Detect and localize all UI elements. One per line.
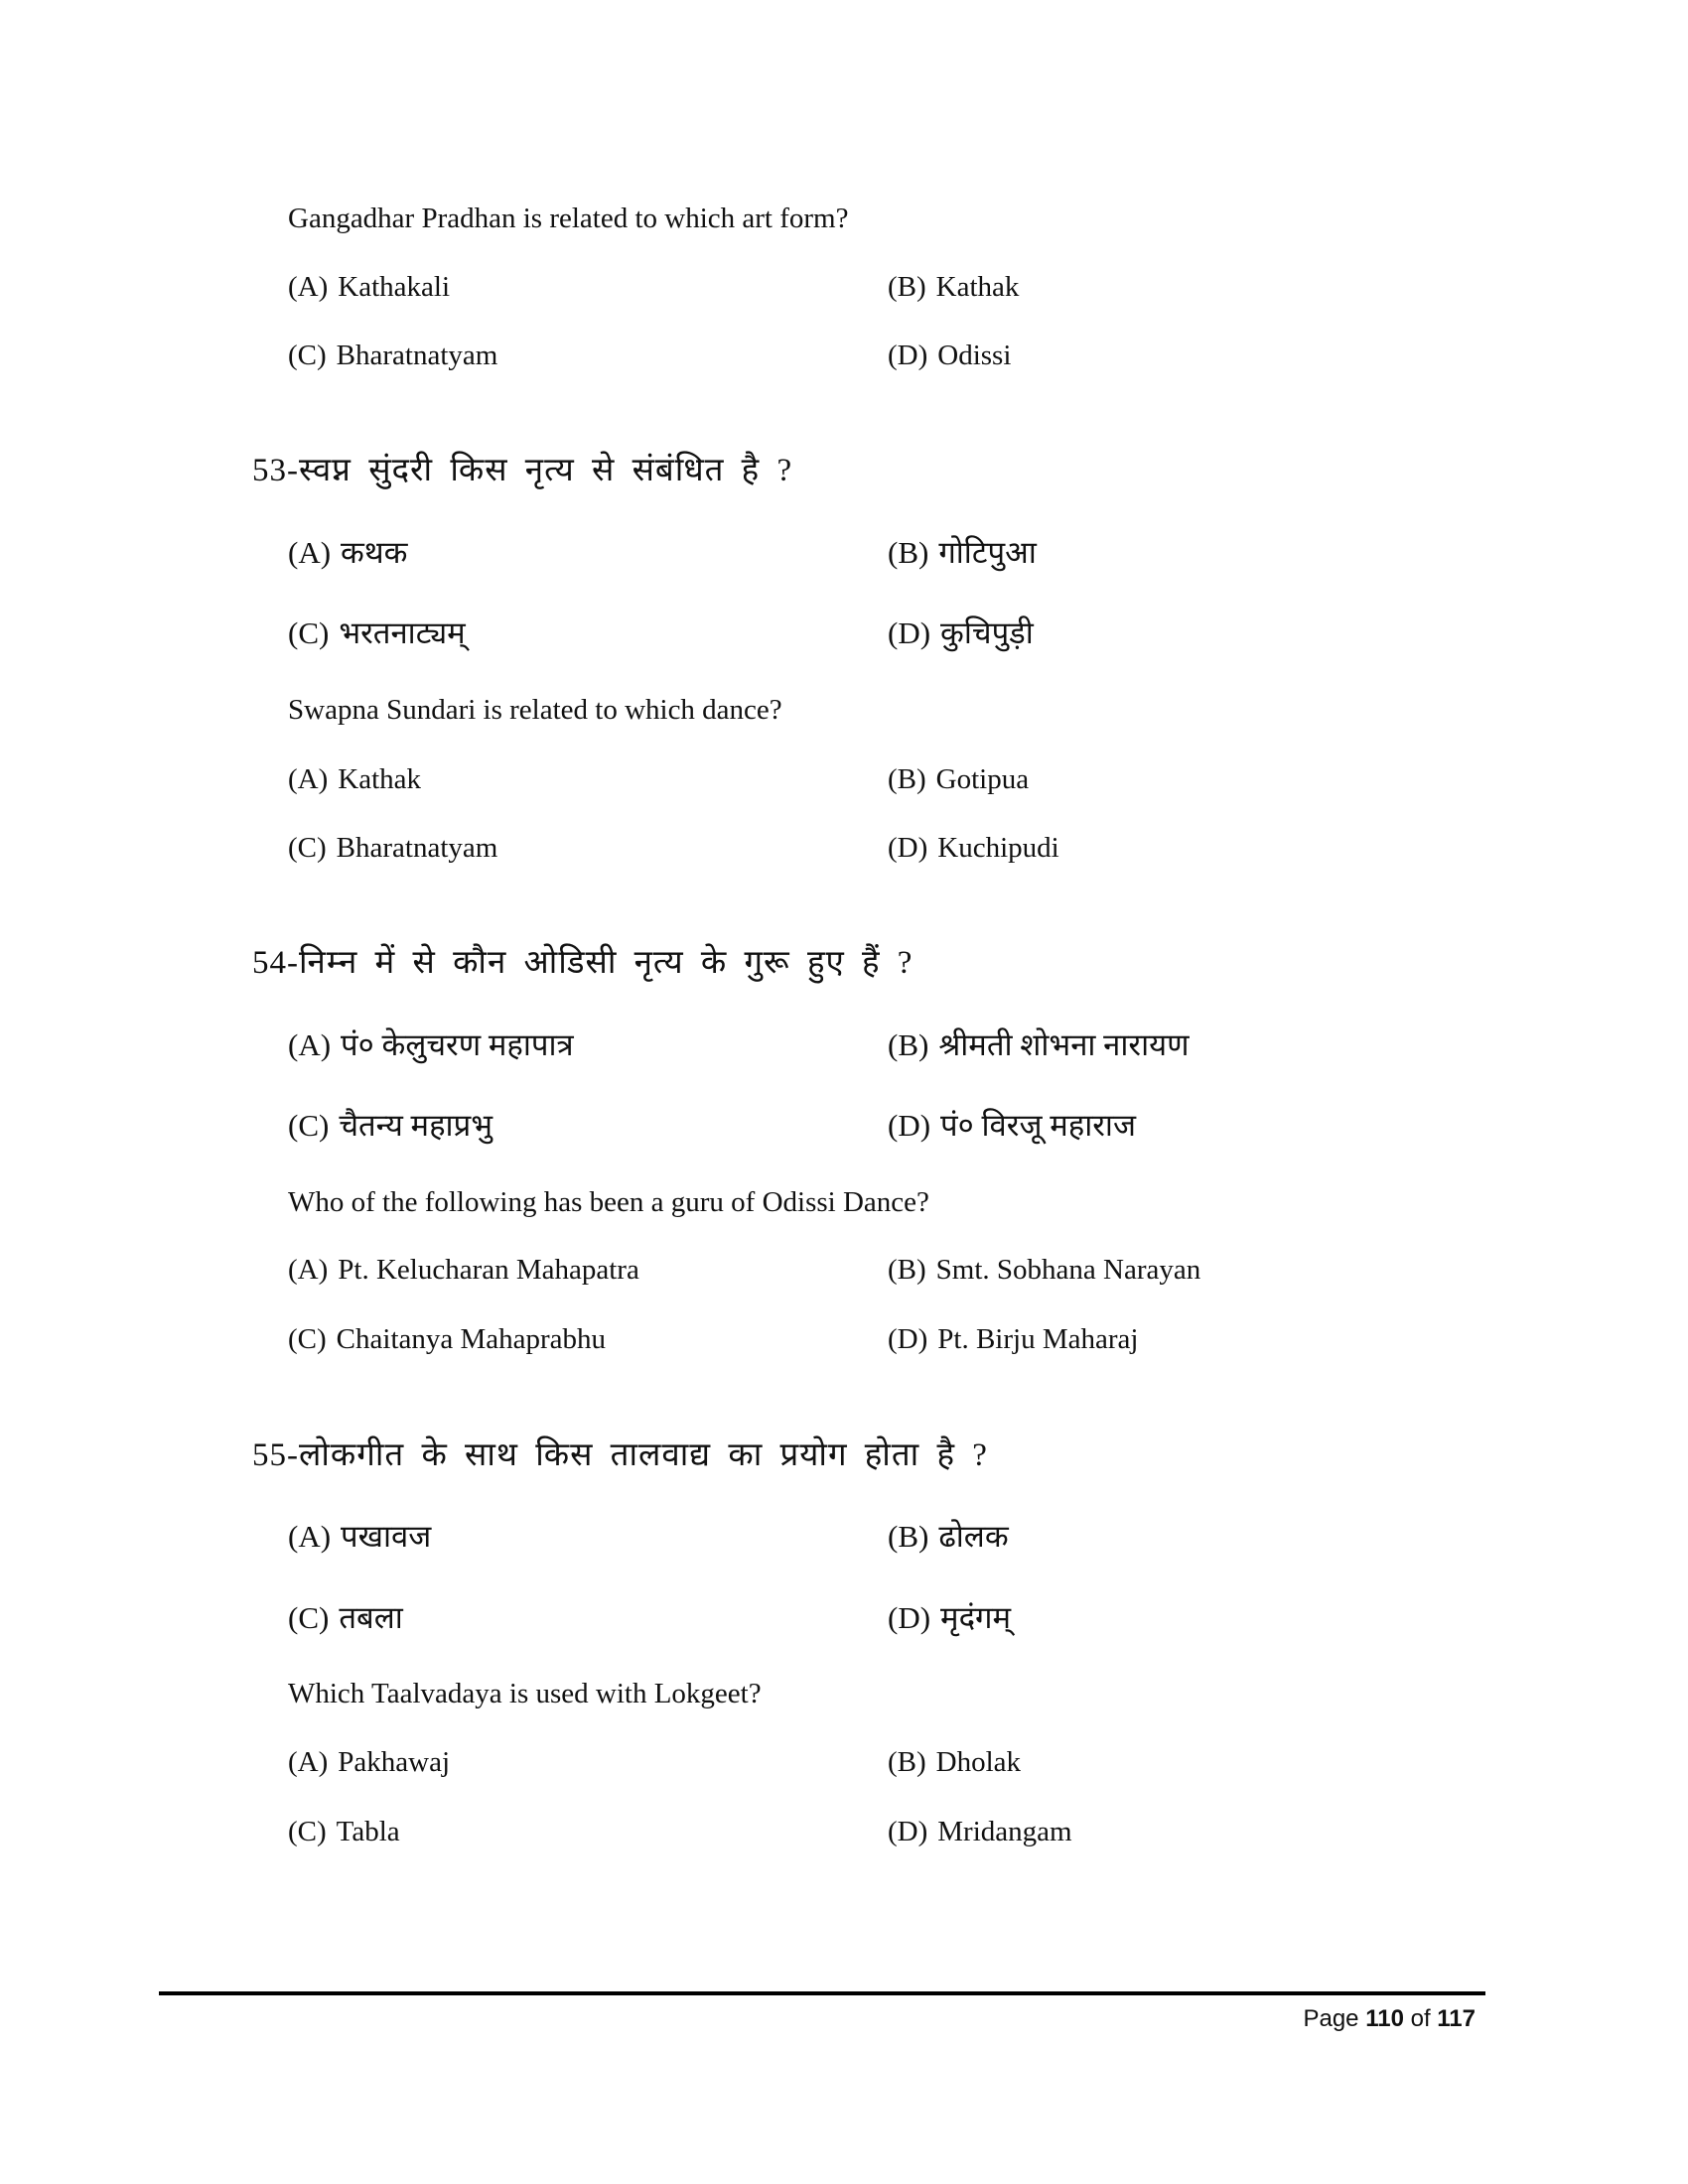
q54-en-option-b	[888, 1256, 1200, 1285]
option-text: गोटिपुआ	[938, 535, 1037, 570]
question-number: 54-	[252, 945, 299, 981]
question-53-english-text: Swapna Sundari is related to which dance?	[288, 694, 782, 726]
q53-hi-option-b	[888, 537, 1037, 568]
option-text: Kathak	[338, 763, 422, 795]
q54-en-option-d	[888, 1325, 1138, 1354]
option-label: (C)	[288, 1600, 330, 1635]
q53-en-option-c	[288, 834, 497, 863]
option-text: Gotipua	[935, 763, 1030, 795]
q53-en-option-d	[888, 834, 1059, 863]
option-label: (C)	[288, 1816, 327, 1847]
option-text: ढोलक	[938, 1519, 1009, 1554]
option-label: (C)	[288, 1323, 327, 1355]
option-label: (A)	[288, 1027, 332, 1062]
question-hindi-text: लोकगीत के साथ किस तालवाद्य का प्रयोग होता है ?	[299, 1437, 988, 1473]
q52-en-option-d	[888, 341, 1011, 370]
question-number: 53-	[252, 453, 299, 488]
option-text: Smt. Sobhana Narayan	[935, 1254, 1201, 1286]
q55-en-option-b	[888, 1748, 1021, 1777]
question-53-hindi-heading	[252, 455, 792, 487]
q55-hi-option-a	[288, 1521, 431, 1552]
option-label: (D)	[888, 615, 931, 650]
option-label: (B)	[888, 271, 926, 303]
q53-hi-option-c	[288, 617, 466, 648]
option-label: (C)	[288, 1108, 330, 1143]
q55-en-option-c	[288, 1818, 400, 1846]
option-label: (D)	[888, 832, 928, 864]
option-text: Odissi	[937, 340, 1012, 371]
option-text: Pt. Birju Maharaj	[937, 1323, 1139, 1355]
question-55-hindi-heading	[252, 1439, 988, 1472]
page-word: Page	[1303, 2005, 1359, 2032]
option-text: Dholak	[935, 1746, 1022, 1778]
q54-hi-option-b	[888, 1029, 1190, 1060]
option-text: कुचिपुड़ी	[940, 615, 1034, 650]
option-text: मृदंगम्	[940, 1600, 1012, 1635]
option-label: (C)	[288, 615, 330, 650]
option-label: (C)	[288, 340, 327, 371]
question-54-english-text: Who of the following has been a guru of Odissi Dance?	[288, 1186, 929, 1218]
option-label: (A)	[288, 763, 329, 795]
option-text: श्रीमती शोभना नारायण	[938, 1027, 1190, 1062]
option-label: (A)	[288, 1519, 332, 1554]
q53-en-option-a	[288, 765, 421, 794]
q53-hi-option-d	[888, 617, 1034, 648]
q55-hi-option-d	[888, 1602, 1011, 1633]
page-number	[1303, 2005, 1476, 2033]
q54-en-option-c	[288, 1325, 606, 1354]
q54-hi-option-a	[288, 1029, 574, 1060]
option-text: चैतन्य महाप्रभु	[339, 1108, 493, 1143]
option-label: (D)	[888, 1600, 931, 1635]
option-text: Kuchipudi	[937, 832, 1059, 864]
option-text: पखावज	[341, 1519, 432, 1554]
q55-en-option-d	[888, 1818, 1072, 1846]
current-page: 110	[1365, 2005, 1404, 2032]
q53-hi-option-a	[288, 537, 407, 568]
option-label: (A)	[288, 535, 332, 570]
of-word: of	[1410, 2005, 1431, 2032]
q53-en-option-b	[888, 765, 1029, 794]
question-hindi-text: निम्न में से कौन ओडिसी नृत्य के गुरू हुए हैं ?	[299, 945, 914, 981]
q54-hi-option-d	[888, 1110, 1136, 1141]
option-label: (B)	[888, 763, 926, 795]
q55-en-option-a	[288, 1748, 450, 1777]
option-text: Tabla	[336, 1816, 400, 1847]
option-text: Mridangam	[937, 1816, 1072, 1847]
q52-en-option-b	[888, 273, 1019, 302]
option-label: (C)	[288, 832, 327, 864]
q55-hi-option-c	[288, 1602, 403, 1633]
option-text: Bharatnatyam	[336, 832, 498, 864]
option-text: भरतनाट्यम्	[339, 615, 466, 650]
option-label: (D)	[888, 1108, 931, 1143]
footer-divider	[159, 1991, 1485, 1995]
q55-hi-option-b	[888, 1521, 1009, 1552]
q52-en-option-a	[288, 273, 450, 302]
q52-en-option-c	[288, 341, 497, 370]
option-text: Pt. Kelucharan Mahapatra	[338, 1254, 639, 1286]
option-label: (A)	[288, 1746, 329, 1778]
option-label: (B)	[888, 1027, 929, 1062]
option-text: Bharatnatyam	[336, 340, 498, 371]
option-text: Chaitanya Mahaprabhu	[336, 1323, 607, 1355]
option-text: पं० विरजू महाराज	[940, 1108, 1136, 1143]
total-pages: 117	[1437, 2005, 1476, 2032]
option-text: Pakhawaj	[338, 1746, 451, 1778]
option-text: Kathak	[935, 271, 1020, 303]
question-hindi-text: स्वप्न सुंदरी किस नृत्य से संबंधित है ?	[299, 453, 793, 488]
option-text: Kathakali	[338, 271, 450, 303]
option-label: (D)	[888, 340, 928, 371]
option-label: (D)	[888, 1816, 928, 1847]
q54-hi-option-c	[288, 1110, 492, 1141]
option-text: कथक	[341, 535, 408, 570]
option-label: (A)	[288, 271, 329, 303]
option-text: तबला	[339, 1600, 403, 1635]
q54-en-option-a	[288, 1256, 639, 1285]
option-label: (B)	[888, 1519, 929, 1554]
option-label: (B)	[888, 535, 929, 570]
question-52-english-text: Gangadhar Pradhan is related to which art form?	[288, 203, 849, 234]
question-number: 55-	[252, 1437, 299, 1473]
question-54-hindi-heading	[252, 947, 913, 980]
option-label: (B)	[888, 1746, 926, 1778]
option-text: पं० केलुचरण महापात्र	[341, 1027, 574, 1062]
option-label: (A)	[288, 1254, 329, 1286]
option-label: (B)	[888, 1254, 926, 1286]
option-label: (D)	[888, 1323, 928, 1355]
question-55-english-text: Which Taalvadaya is used with Lokgeet?	[288, 1678, 762, 1709]
